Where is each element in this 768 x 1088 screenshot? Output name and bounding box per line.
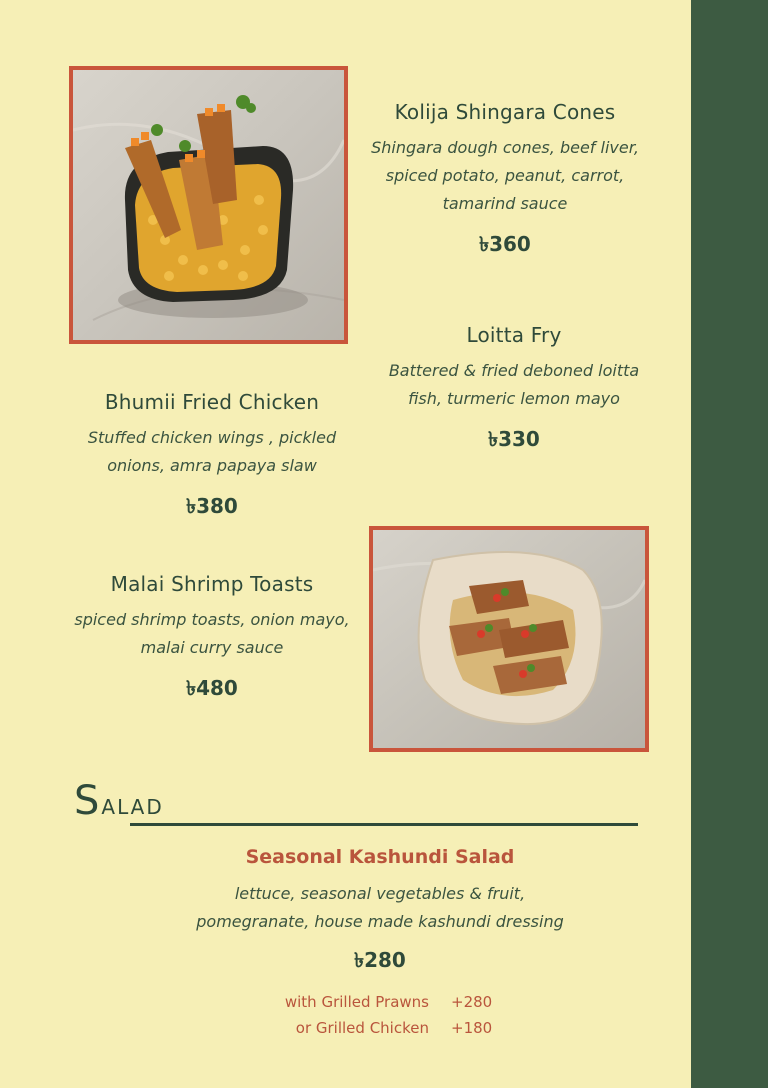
item-description	[62, 606, 362, 662]
item-name: Kolija Shingara Cones	[394, 100, 616, 124]
item-desc-line: tamarind sauce	[442, 194, 568, 213]
menu-item-seasonal-kashundi-salad	[130, 846, 630, 1041]
side-bar	[691, 0, 768, 1088]
item-name: Loitta Fry	[466, 323, 562, 347]
item-desc-line: spiced potato, peanut, carrot,	[385, 166, 625, 185]
item-name: Malai Shrimp Toasts	[110, 572, 314, 596]
item-price: ৳280	[354, 948, 406, 972]
menu-item-loitta-fry	[366, 323, 662, 458]
item-desc-line: Stuffed chicken wings , pickled	[87, 428, 337, 447]
item-desc-line: lettuce, seasonal vegetables & fruit,	[234, 884, 526, 903]
item-name: Seasonal Kashundi Salad	[245, 846, 515, 868]
malai-shrimp-photo	[369, 526, 649, 752]
item-desc-line: pomegranate, house made kashundi dressing	[196, 912, 564, 931]
item-desc-line: fish, turmeric lemon mayo	[408, 389, 620, 408]
item-price: ৳360	[479, 232, 531, 256]
menu-item-malai-shrimp-toasts	[62, 572, 362, 707]
addon-row	[130, 989, 630, 1015]
item-description	[64, 424, 360, 480]
item-desc-line: Shingara dough cones, beef liver,	[371, 138, 639, 157]
item-desc-line: malai curry sauce	[140, 638, 284, 657]
addon-price: +280	[451, 993, 493, 1011]
section-heading-salad	[74, 778, 164, 824]
addon-row	[130, 1015, 630, 1041]
item-description	[360, 134, 650, 218]
item-desc-line: onions, amra papaya slaw	[107, 456, 317, 475]
item-price: ৳380	[186, 494, 238, 518]
addon-label: with Grilled Prawns	[284, 993, 429, 1011]
item-price: ৳330	[488, 427, 540, 451]
section-divider	[130, 823, 638, 826]
kolija-shingara-photo	[69, 66, 348, 344]
item-desc-line: Battered & fried deboned loitta	[388, 361, 640, 380]
addon-label: or Grilled Chicken	[295, 1019, 429, 1037]
addon-list	[130, 989, 630, 1041]
item-description	[130, 880, 630, 936]
heading-rest: alad	[101, 788, 164, 821]
item-desc-line: spiced shrimp toasts, onion mayo,	[74, 610, 350, 629]
addon-price: +180	[451, 1019, 493, 1037]
menu-item-kolija-shingara	[360, 100, 650, 263]
item-name: Bhumii Fried Chicken	[104, 390, 320, 414]
heading-initial: S	[74, 778, 102, 824]
item-price: ৳480	[186, 676, 238, 700]
item-description	[366, 357, 662, 413]
menu-item-bhumii-fried-chicken	[64, 390, 360, 525]
